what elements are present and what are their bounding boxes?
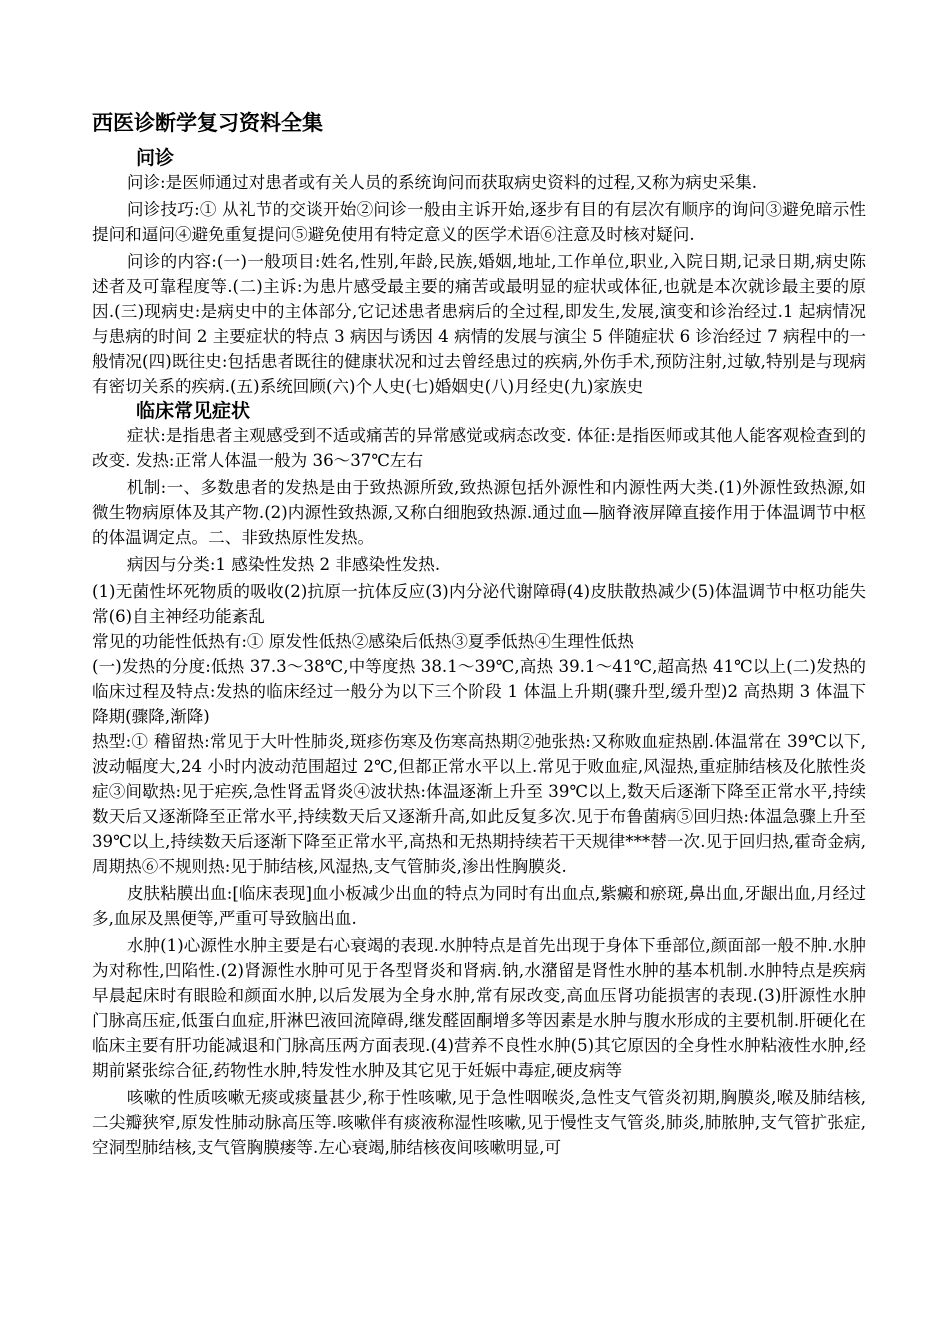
paragraph-inquiry-contents: 问诊的内容:(一)一般项目:姓名,性别,年龄,民族,婚姻,地址,工作单位,职业,入院日期,记录日期,病史陈述者及可靠程度等.(二)主诉:为患片感受最主要的痛苦或最明显的症状或体征,也就是本次就诊最主要的原因.(三)现病史:是病史中的主体部分,它记述患者患病后的全过程,即发生,发展,演变和诊治经过.1 起病情况与患病的时间 2 主要症状的特点 3 病因与诱因 4 病情的发展与演尘 5 伴随症状 6 诊治经过 7 病程中的一般情况(四)既往史:包括患者既往的健康状况和过去曾经患过的疾病,外伤手术,预防注射,过敏,特别是与现病有密切关系的疾病.(五)系统回顾(六)个人史(七)婚姻史(八)月经史(九)家族史 <box>92 252 866 396</box>
paragraph-inquiry-definition: 问诊:是医师通过对患者或有关人员的系统询问而获取病史资料的过程,又称为病史采集. <box>126 173 757 192</box>
paragraph-mucosal-bleeding: 皮肤粘膜出血:[临床表现]血小板减少出血的特点为同时有出血点,紫癜和瘀斑,鼻出血,牙龈出血,月经过多,血尿及黑便等,严重可导致脑出血. <box>92 884 866 928</box>
paragraph-edema: 水肿(1)心源性水肿主要是右心衰竭的表现.水肿特点是首先出现于身体下垂部位,颜面部一般不肿.水肿为对称性,凹陷性.(2)肾源性水肿可见于各型肾炎和肾病.钠,水潴留是肾性水肿的基本机制.水肿特点是疾病早晨起床时有眼睑和颜面水肿,以后发展为全身水肿,常有尿改变,高血压肾功能损害的表现.(3)肝源性水肿门脉高压症,低蛋白血症,肝淋巴液回流障碍,继发醛固酮增多等因素是水肿与腹水形成的主要机制.肝硬化在临床主要有肝功能减退和门脉高压两方面表现.(4)营养不良性水肿(5)其它原因的全身性水肿粘液性水肿,经期前紧张综合征,药物性水肿,特发性水肿及其它见于妊娠中毒症,硬皮病等 <box>92 936 866 1080</box>
section-heading-inquiry: 问诊 <box>136 147 175 169</box>
paragraph-functional-low-fever: 常见的功能性低热有:① 原发性低热②感染后低热③夏季低热④生理性低热 <box>92 632 634 651</box>
paragraph-fever-grading: (一)发热的分度:低热 37.3～38℃,中等度热 38.1～39℃,高热 39.1～41℃,超高热 41℃以上(二)发热的临床过程及特点:发热的临床经过一般分为以下三个阶段 1 体温上升期(骤升型,缓升型)2 高热期 3 体温下降期(骤降,渐降) <box>92 657 866 726</box>
document-title: 西医诊断学复习资料全集 <box>92 111 323 135</box>
paragraph-fever-mechanism: 机制:一、多数患者的发热是由于致热源所致,致热源包括外源性和内源性两大类.(1)外源性致热源,如微生物病原体及其产物.(2)内源性致热源,又称白细胞致热源.通过血—脑脊液屏障直接作用于体温调节中枢的体温调定点。二、非致热原性发热。 <box>92 478 866 547</box>
paragraph-noninfectious-list: (1)无菌性坏死物质的吸收(2)抗原一抗体反应(3)内分泌代谢障碍(4)皮肤散热减少(5)体温调节中枢功能失常(6)自主神经功能紊乱 <box>92 582 866 626</box>
paragraph-fever-types: 热型:① 稽留热:常见于大叶性肺炎,斑疹伤寒及伤寒高热期②弛张热:又称败血症热剧.体温常在 39℃以下,波动幅度大,24 小时内波动范围超过 2℃,但都正常水平以上.常见于败血症,风湿热,重症肺结核及化脓性炎症③间歇热:见于疟疾,急性肾盂肾炎④波状热:体温逐渐上升至 39℃以上,数天后逐渐下降至正常水平,持续数天后又逐渐降至正常水平,持续数天后又逐渐升高,如此反复多次.见于布鲁菌病⑤回归热:体温急骤上升至 39℃以上,持续数天后逐渐下降至正常水平,高热和无热期持续若干天规律***替一次.见于回归热,霍奇金病,周期热⑥不规则热:见于肺结核,风湿热,支气管肺炎,渗出性胸膜炎. <box>92 732 866 876</box>
paragraph-fever-causes: 病因与分类:1 感染性发热 2 非感染性发热. <box>126 555 441 574</box>
section-heading-symptoms: 临床常见症状 <box>136 400 251 422</box>
paragraph-inquiry-techniques: 问诊技巧:① 从礼节的交谈开始②问诊一般由主诉开始,逐步有目的有层次有顺序的询问③避免暗示性提问和逼问④避免重复提问⑤避免使用有特定意义的医学术语⑥注意及时核对疑问. <box>92 200 866 244</box>
paragraph-symptom-definition: 症状:是指患者主观感受到不适或痛苦的异常感觉或病态改变. 体征:是指医师或其他人能客观检查到的改变. 发热:正常人体温一般为 36～37℃左右 <box>92 426 866 470</box>
paragraph-cough: 咳嗽的性质咳嗽无痰或痰量甚少,称于性咳嗽,见于急性咽喉炎,急性支气管炎初期,胸膜炎,喉及肺结核,二尖瓣狭窄,原发性肺动脉高压等.咳嗽伴有痰液称湿性咳嗽,见于慢性支气管炎,肺炎,肺脓肿,支气管扩张症,空洞型肺结核,支气管胸膜瘘等.左心衰竭,肺结核夜间咳嗽明显,可 <box>92 1088 866 1157</box>
